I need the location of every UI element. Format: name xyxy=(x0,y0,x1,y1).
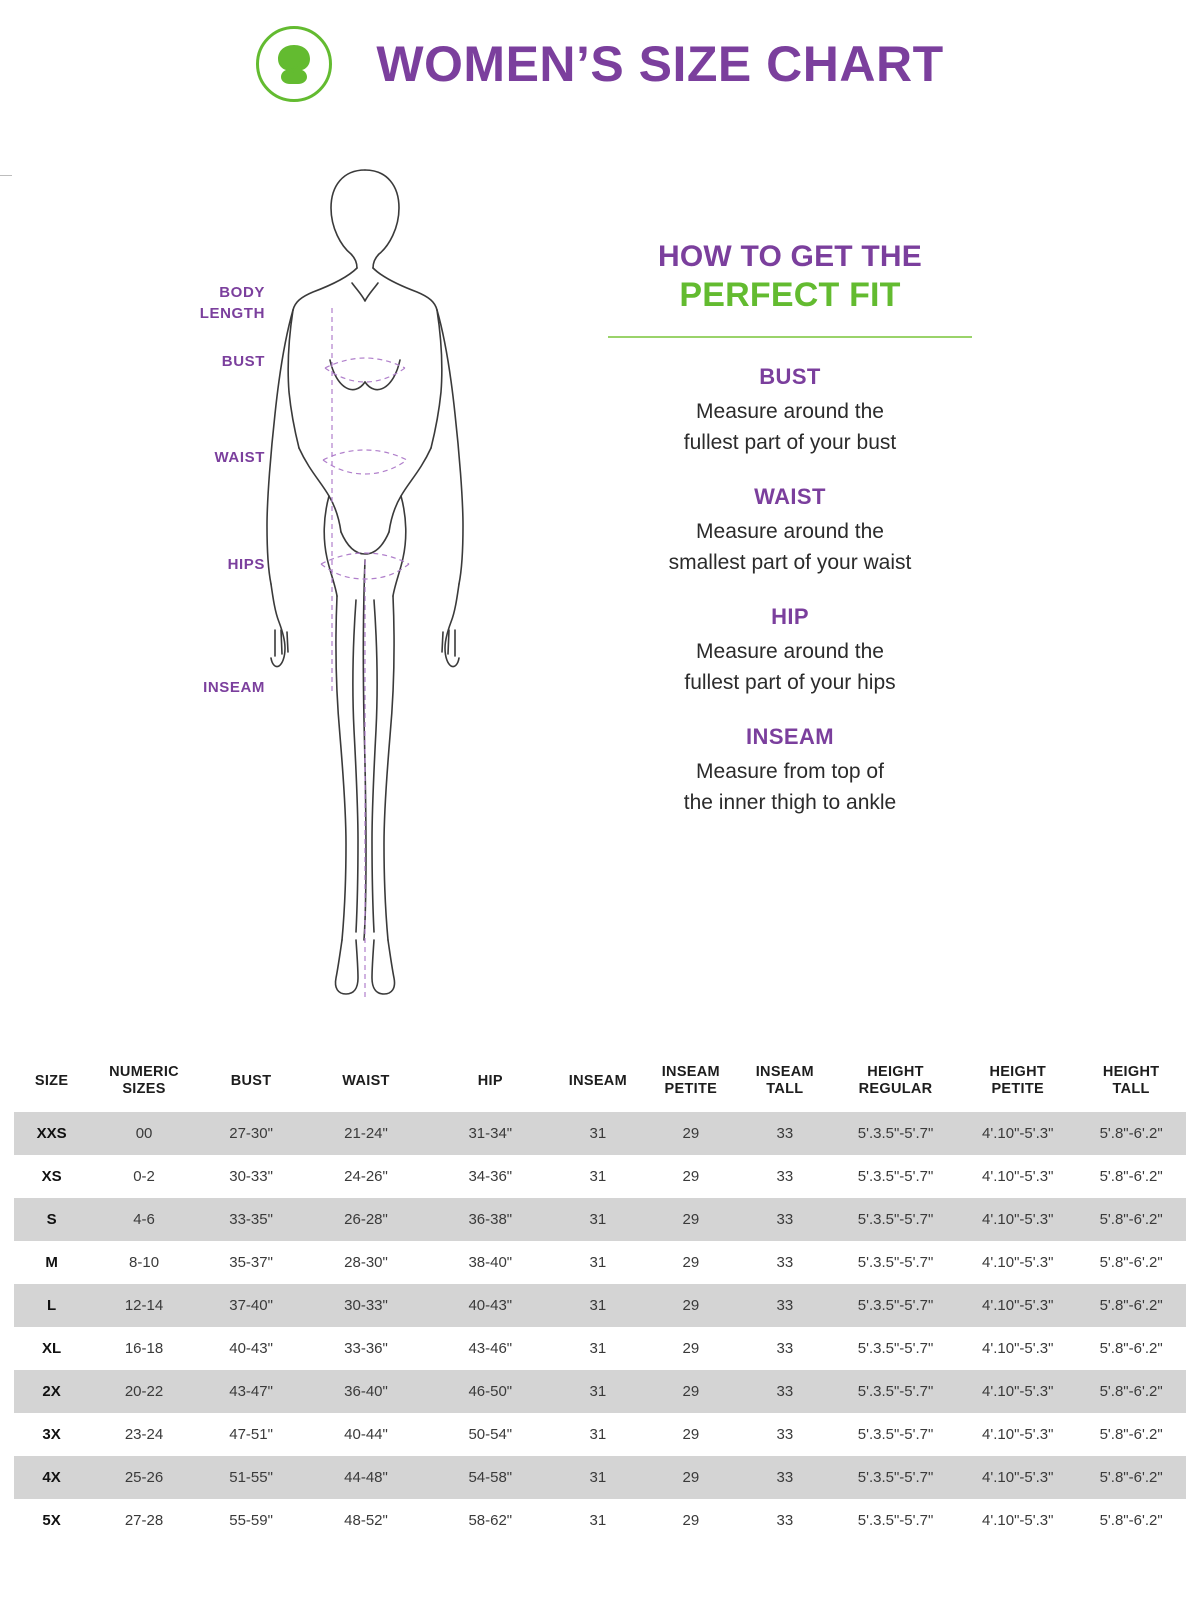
cell-height-tall: 5'.8"-6'.2" xyxy=(1099,1426,1163,1443)
cell-numeric: 4-6 xyxy=(89,1198,199,1241)
female-body-outline-illustration xyxy=(180,160,550,1040)
measure-block-hip-line1: Measure around the xyxy=(696,640,884,663)
cell-inseam-tall: 33 xyxy=(776,1340,794,1357)
cell-inseam-petite: 29 xyxy=(682,1168,700,1185)
cell-waist: 36-40" xyxy=(303,1370,428,1413)
measure-block-bust-line2: fullest part of your bust xyxy=(683,431,897,454)
cell-height-tall: 5'.8"-6'.2" xyxy=(1076,1370,1186,1413)
cell-height-tall: 5'.8"-6'.2" xyxy=(1076,1198,1186,1241)
table-row xyxy=(14,1112,1186,1155)
measure-block-inseam-line1: Measure from top of xyxy=(696,760,884,783)
cell-inseam-tall: 33 xyxy=(776,1254,794,1271)
measure-block-inseam-line2: the inner thigh to ankle xyxy=(683,791,897,814)
cell-hip: 40-43" xyxy=(429,1284,552,1327)
cell-numeric: 16-18 xyxy=(124,1340,164,1357)
cell-height-regular: 5'.3.5"-5'.7" xyxy=(832,1112,959,1155)
cell-bust: 35-37" xyxy=(229,1254,273,1271)
page-header xyxy=(0,26,1200,102)
measure-block-inseam-title: INSEAM xyxy=(746,724,834,749)
cell-inseam-tall: 33 xyxy=(776,1426,794,1443)
cell-bust: 55-59" xyxy=(229,1512,273,1529)
col-header-inseam-petite-line2: PETITE xyxy=(664,1081,718,1097)
col-header-inseam-petite xyxy=(644,1058,738,1112)
cell-size: 3X xyxy=(42,1426,61,1443)
col-header-height-tall xyxy=(1076,1058,1186,1112)
col-header-inseam-line1: INSEAM xyxy=(568,1072,627,1089)
cell-inseam-tall: 33 xyxy=(738,1284,832,1327)
cell-numeric: 27-28 xyxy=(124,1512,164,1529)
cell-inseam: 31 xyxy=(589,1426,607,1443)
cell-inseam-tall: 33 xyxy=(738,1456,832,1499)
cell-height-tall: 5'.8"-6'.2" xyxy=(1076,1284,1186,1327)
measure-block-waist-title: WAIST xyxy=(754,484,826,509)
col-header-bust xyxy=(199,1058,303,1112)
cell-inseam-petite: 29 xyxy=(644,1456,738,1499)
measure-block-hip xyxy=(600,604,980,698)
col-header-inseam-tall-line2: TALL xyxy=(766,1081,804,1097)
cell-numeric: 12-14 xyxy=(89,1284,199,1327)
col-header-numeric-line1: NUMERIC xyxy=(109,1064,179,1080)
cell-size: XXS xyxy=(14,1112,89,1155)
cell-height-tall: 5'.8"-6'.2" xyxy=(1099,1512,1163,1529)
cell-bust: 40-43" xyxy=(229,1340,273,1357)
measure-block-inseam xyxy=(600,724,980,818)
cell-size: XS xyxy=(41,1168,62,1185)
col-header-hip xyxy=(429,1058,552,1112)
cell-inseam-petite: 29 xyxy=(682,1426,700,1443)
cell-bust: 33-35" xyxy=(199,1198,303,1241)
table-row xyxy=(14,1241,1186,1284)
col-header-inseam-tall-line1: INSEAM xyxy=(755,1064,814,1080)
cell-numeric: 20-22 xyxy=(89,1370,199,1413)
cell-hip: 36-38" xyxy=(429,1198,552,1241)
col-header-height-tall-line2: TALL xyxy=(1112,1081,1150,1097)
cell-bust: 51-55" xyxy=(199,1456,303,1499)
cell-hip: 54-58" xyxy=(429,1456,552,1499)
cell-height-petite: 4'.10"-5'.3" xyxy=(982,1426,1054,1443)
cell-size: 5X xyxy=(42,1512,61,1529)
col-header-height-petite-line1: HEIGHT xyxy=(989,1064,1047,1080)
cell-inseam-petite: 29 xyxy=(644,1370,738,1413)
measure-block-waist-line1: Measure around the xyxy=(696,520,884,543)
measure-block-bust xyxy=(600,364,980,458)
cell-height-regular: 5'.3.5"-5'.7" xyxy=(832,1198,959,1241)
cell-bust: 30-33" xyxy=(229,1168,273,1185)
cell-inseam-tall: 33 xyxy=(776,1512,794,1529)
col-header-height-petite xyxy=(959,1058,1076,1112)
label-hips: HIPS xyxy=(227,556,265,573)
col-header-height-regular-line2: REGULAR xyxy=(858,1081,933,1097)
table-row xyxy=(14,1155,1186,1198)
cell-inseam-petite: 29 xyxy=(644,1112,738,1155)
cell-numeric: 25-26 xyxy=(89,1456,199,1499)
measure-block-bust-title: BUST xyxy=(759,364,821,389)
cell-hip: 50-54" xyxy=(468,1426,513,1443)
col-header-waist-line1: WAIST xyxy=(342,1072,390,1089)
how-to-heading-line1: HOW TO GET THE xyxy=(658,240,922,273)
col-header-inseam xyxy=(552,1058,644,1112)
table-row xyxy=(14,1456,1186,1499)
cell-inseam: 31 xyxy=(552,1370,644,1413)
measure-block-hip-line2: fullest part of your hips xyxy=(684,671,896,694)
cell-bust: 47-51" xyxy=(229,1426,273,1443)
cell-height-tall: 5'.8"-6'.2" xyxy=(1076,1112,1186,1155)
cell-hip: 46-50" xyxy=(429,1370,552,1413)
cell-waist: 26-28" xyxy=(303,1198,428,1241)
cell-hip: 31-34" xyxy=(429,1112,552,1155)
cell-waist: 40-44" xyxy=(344,1426,388,1443)
cell-height-tall: 5'.8"-6'.2" xyxy=(1099,1254,1163,1271)
cell-height-petite: 4'.10"-5'.3" xyxy=(982,1512,1054,1529)
cell-numeric: 00 xyxy=(89,1112,199,1155)
col-header-inseam-petite-line1: INSEAM xyxy=(661,1064,720,1080)
cell-numeric: 23-24 xyxy=(124,1426,164,1443)
section-divider xyxy=(608,336,972,338)
col-header-size xyxy=(14,1058,89,1112)
how-to-heading-line2: PERFECT FIT xyxy=(679,276,901,314)
cell-inseam: 31 xyxy=(552,1112,644,1155)
col-header-height-regular xyxy=(832,1058,959,1112)
cell-bust: 37-40" xyxy=(199,1284,303,1327)
table-header-row xyxy=(14,1058,1186,1112)
table-row xyxy=(14,1370,1186,1413)
col-header-height-tall-line1: HEIGHT xyxy=(1102,1064,1160,1080)
cell-height-petite: 4'.10"-5'.3" xyxy=(959,1370,1076,1413)
cell-height-petite: 4'.10"-5'.3" xyxy=(959,1198,1076,1241)
measure-block-waist xyxy=(600,484,980,578)
cell-height-petite: 4'.10"-5'.3" xyxy=(959,1284,1076,1327)
cell-inseam: 31 xyxy=(589,1340,607,1357)
cell-height-regular: 5'.3.5"-5'.7" xyxy=(857,1512,934,1529)
table-row xyxy=(14,1198,1186,1241)
col-header-size-line1: SIZE xyxy=(34,1072,69,1089)
cell-size: XL xyxy=(42,1340,62,1357)
col-header-inseam-tall xyxy=(738,1058,832,1112)
col-header-height-petite-line2: PETITE xyxy=(991,1081,1045,1097)
cell-height-petite: 4'.10"-5'.3" xyxy=(982,1254,1054,1271)
cell-height-regular: 5'.3.5"-5'.7" xyxy=(832,1370,959,1413)
table-row xyxy=(14,1413,1186,1456)
cell-inseam-petite: 29 xyxy=(644,1198,738,1241)
table-row xyxy=(14,1499,1186,1542)
cell-hip: 43-46" xyxy=(468,1340,513,1357)
label-body-length-line1: BODY xyxy=(219,284,265,301)
cell-waist: 48-52" xyxy=(344,1512,388,1529)
col-header-height-regular-line1: HEIGHT xyxy=(867,1064,924,1080)
cell-inseam-tall: 33 xyxy=(738,1198,832,1241)
measure-block-bust-line1: Measure around the xyxy=(696,400,884,423)
cell-inseam-tall: 33 xyxy=(738,1112,832,1155)
measurement-figure xyxy=(180,160,550,1040)
cell-hip: 38-40" xyxy=(468,1254,513,1271)
cell-size: 4X xyxy=(14,1456,89,1499)
cell-inseam-petite: 29 xyxy=(682,1512,700,1529)
col-header-numeric-sizes xyxy=(89,1058,199,1112)
cell-height-regular: 5'.3.5"-5'.7" xyxy=(857,1254,934,1271)
cell-waist: 30-33" xyxy=(303,1284,428,1327)
page-title: WOMEN’S SIZE CHART xyxy=(376,36,944,92)
cell-height-tall: 5'.8"-6'.2" xyxy=(1099,1168,1163,1185)
cell-bust: 27-30" xyxy=(199,1112,303,1155)
cell-size: L xyxy=(14,1284,89,1327)
cell-size: M xyxy=(45,1254,58,1271)
cell-inseam: 31 xyxy=(589,1254,607,1271)
label-waist: WAIST xyxy=(214,449,265,466)
cell-height-petite: 4'.10"-5'.3" xyxy=(982,1168,1054,1185)
cell-size: 2X xyxy=(14,1370,89,1413)
table-row xyxy=(14,1327,1186,1370)
col-header-bust-line1: BUST xyxy=(230,1072,272,1089)
cell-height-regular: 5'.3.5"-5'.7" xyxy=(857,1340,934,1357)
cell-inseam-tall: 33 xyxy=(738,1370,832,1413)
tree-logo-icon xyxy=(256,26,332,102)
cell-waist: 33-36" xyxy=(344,1340,388,1357)
cell-inseam: 31 xyxy=(552,1198,644,1241)
cell-numeric: 0-2 xyxy=(133,1168,155,1185)
table-row xyxy=(14,1284,1186,1327)
cell-height-regular: 5'.3.5"-5'.7" xyxy=(857,1426,934,1443)
cell-waist: 28-30" xyxy=(344,1254,388,1271)
cell-inseam: 31 xyxy=(552,1284,644,1327)
cell-bust: 43-47" xyxy=(199,1370,303,1413)
label-bust: BUST xyxy=(221,353,265,370)
cell-height-petite: 4'.10"-5'.3" xyxy=(959,1112,1076,1155)
cell-height-regular: 5'.3.5"-5'.7" xyxy=(857,1168,934,1185)
cell-height-petite: 4'.10"-5'.3" xyxy=(959,1456,1076,1499)
cell-waist: 24-26" xyxy=(344,1168,388,1185)
col-header-numeric-line2: SIZES xyxy=(122,1081,166,1097)
cell-inseam-petite: 29 xyxy=(682,1340,700,1357)
cell-inseam-tall: 33 xyxy=(776,1168,794,1185)
crop-tick-mark xyxy=(0,175,12,176)
cell-waist: 21-24" xyxy=(303,1112,428,1155)
cell-inseam: 31 xyxy=(589,1168,607,1185)
cell-height-tall: 5'.8"-6'.2" xyxy=(1099,1340,1163,1357)
cell-numeric: 8-10 xyxy=(129,1254,160,1271)
cell-inseam-petite: 29 xyxy=(682,1254,700,1271)
col-header-waist xyxy=(303,1058,428,1112)
cell-inseam: 31 xyxy=(552,1456,644,1499)
cell-height-regular: 5'.3.5"-5'.7" xyxy=(832,1456,959,1499)
cell-hip: 34-36" xyxy=(468,1168,513,1185)
how-to-measure-panel xyxy=(600,238,980,844)
cell-inseam-petite: 29 xyxy=(644,1284,738,1327)
cell-size: S xyxy=(14,1198,89,1241)
size-table xyxy=(14,1058,1186,1542)
measure-block-waist-line2: smallest part of your waist xyxy=(668,551,912,574)
cell-inseam: 31 xyxy=(589,1512,607,1529)
cell-height-regular: 5'.3.5"-5'.7" xyxy=(832,1284,959,1327)
size-table-container xyxy=(14,1058,1186,1542)
label-inseam: INSEAM xyxy=(203,679,265,696)
col-header-hip-line1: HIP xyxy=(477,1072,503,1089)
measure-block-hip-title: HIP xyxy=(771,604,809,629)
cell-waist: 44-48" xyxy=(303,1456,428,1499)
label-body-length-line2: LENGTH xyxy=(199,305,265,322)
cell-hip: 58-62" xyxy=(468,1512,513,1529)
cell-height-petite: 4'.10"-5'.3" xyxy=(982,1340,1054,1357)
cell-height-tall: 5'.8"-6'.2" xyxy=(1076,1456,1186,1499)
